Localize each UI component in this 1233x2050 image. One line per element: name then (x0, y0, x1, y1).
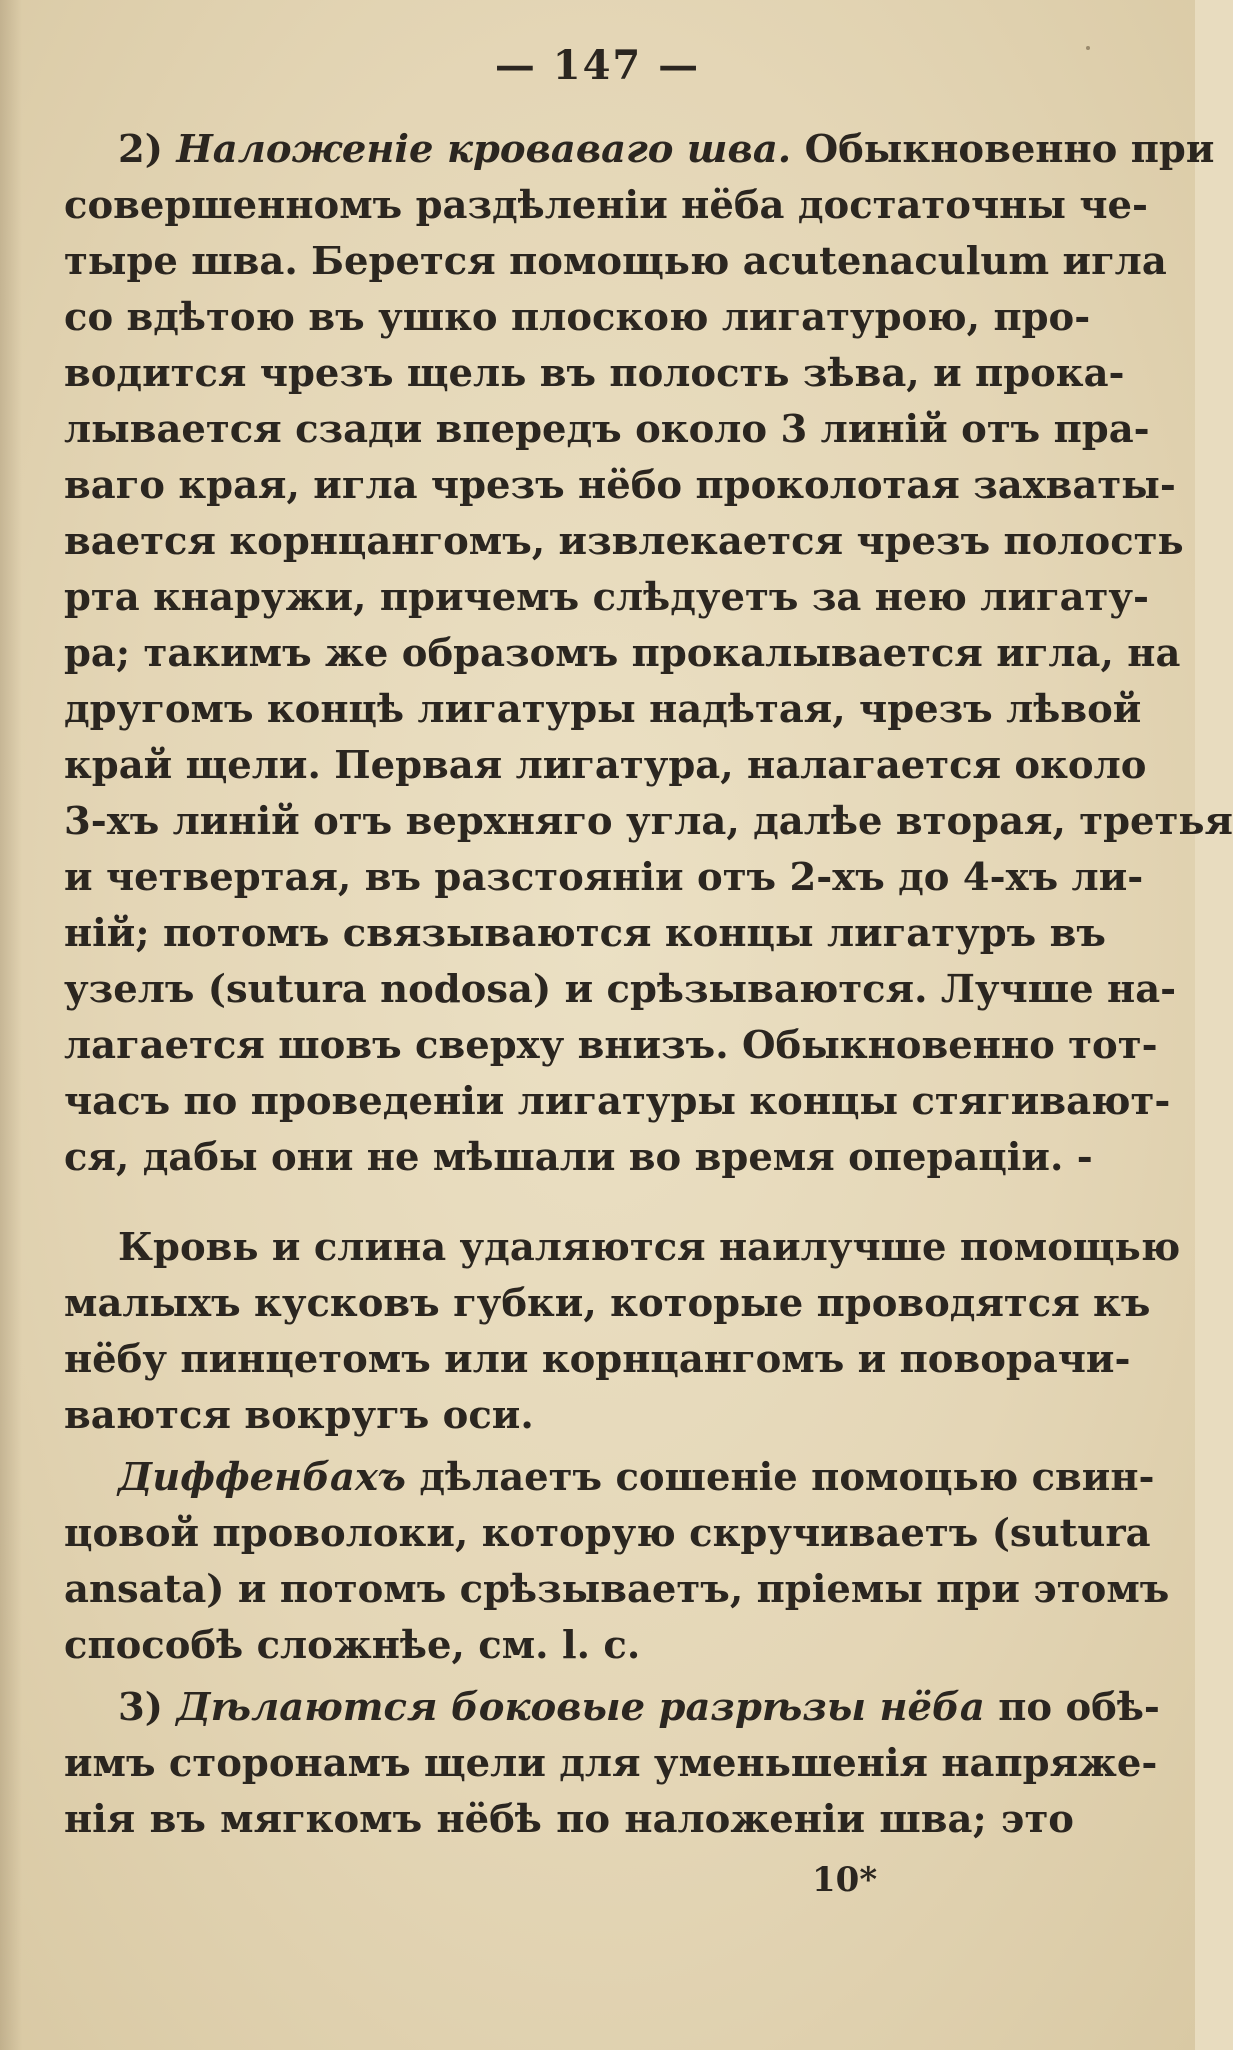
text-line (64, 1680, 1160, 1736)
text-line: способѣ сложнѣе, см. l. c. (64, 1623, 641, 1668)
paragraph-blood-saliva (64, 1220, 1181, 1444)
text-line: имъ сторонамъ щели для уменьшенія напряже- (64, 1741, 1158, 1786)
text-line: 3-хъ линій отъ верхняго угла, далѣе вторая, третья (64, 799, 1233, 844)
text-line: край щели. Первая лигатура, налагается около (64, 743, 1147, 788)
text-line: совершенномъ раздѣленіи нёба достаточны че- (64, 183, 1148, 228)
text-line: со вдѣтою въ ушко плоскою лигатурою, про- (64, 295, 1091, 340)
item-number: 2) (118, 127, 164, 172)
signature-mark: 10* (812, 1860, 878, 1900)
paragraph-ligature-suture (64, 122, 1233, 1186)
paragraph-lateral-incisions (64, 1680, 1160, 1848)
text-line: тыре шва. Берется помощью acutenaculum игла (64, 239, 1167, 284)
text-line: вается корнцангомъ, извлекается чрезъ полость (64, 519, 1184, 564)
text-line (64, 122, 1215, 178)
text-line: малыхъ кусковъ губки, которые проводятся къ (64, 1281, 1151, 1326)
paper-speck (1086, 46, 1090, 50)
text-line: ваго края, игла чрезъ нёбо проколотая захваты- (64, 463, 1176, 508)
page-gutter-shadow (0, 0, 22, 2050)
text-line: нія въ мягкомъ нёбѣ по наложеніи шва; это (64, 1797, 1074, 1842)
text-line: Кровь и слина удаляются наилучше помощью (118, 1225, 1181, 1270)
paragraph-dieffenbach (64, 1450, 1170, 1674)
page-number-header: — 147 — (494, 42, 701, 89)
section-title: Наложеніе кроваваго шва. (176, 127, 792, 172)
text-line (64, 1450, 1155, 1506)
text-line: ansata) и потомъ срѣзываетъ, пріемы при этомъ (64, 1567, 1170, 1612)
text-fragment: Обыкновенно при (804, 127, 1215, 172)
text-line: часъ по проведеніи лигатуры концы стягивают- (64, 1079, 1171, 1124)
text-line: рта кнаружи, причемъ слѣдуетъ за нею лигату- (64, 575, 1150, 620)
text-line: ра; такимъ же образомъ прокалывается игла, на (64, 631, 1181, 676)
text-fragment: дѣлаетъ сошеніе помоцью свин- (419, 1455, 1155, 1500)
text-line: другомъ концѣ лигатуры надѣтая, чрезъ лѣвой (64, 687, 1142, 732)
text-line: и четвертая, въ разстояніи отъ 2-хъ до 4-хъ ли- (64, 855, 1144, 900)
text-line: цовой проволоки, которую скручиваетъ (sutura (64, 1511, 1151, 1556)
text-line: ній; потомъ связываются концы лигатуръ въ (64, 911, 1106, 956)
section-title: Дѣлаются боковые разрѣзы нёба (176, 1685, 985, 1730)
item-number: 3) (118, 1685, 164, 1730)
text-line: лывается сзади впередъ около 3 линій отъ пра- (64, 407, 1150, 452)
text-line: ся, дабы они не мѣшали во время операціи. - (64, 1135, 1093, 1180)
text-line: лагается шовъ сверху внизъ. Обыкновенно тот- (64, 1023, 1158, 1068)
text-fragment: по обѣ- (998, 1685, 1160, 1730)
text-line: ваются вокругъ оси. (64, 1393, 534, 1438)
author-name: Диффенбахъ (118, 1455, 406, 1500)
text-line: нёбу пинцетомъ или корнцангомъ и поворачи- (64, 1337, 1131, 1382)
text-line: водится чрезъ щель въ полость зѣва, и прока- (64, 351, 1125, 396)
text-line: узелъ (sutura nodosa) и срѣзываются. Лучше на- (64, 967, 1177, 1012)
